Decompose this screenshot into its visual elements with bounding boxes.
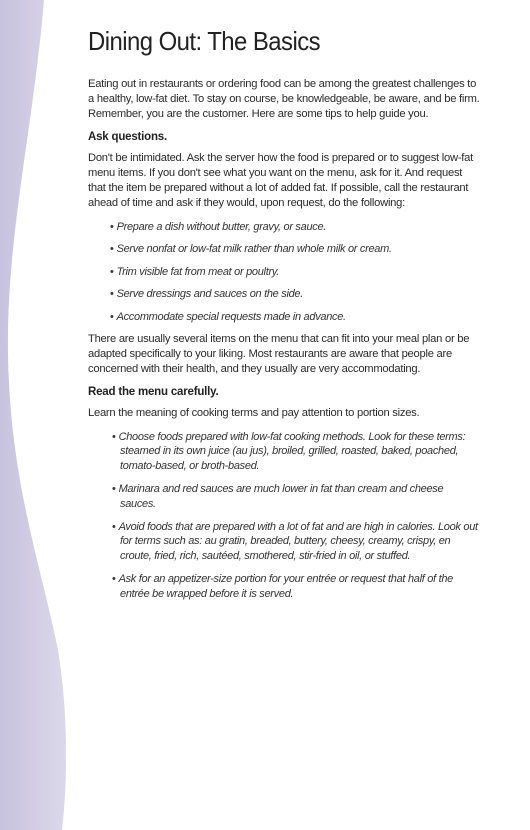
page-title: Dining Out: The Basics — [88, 26, 321, 56]
list-item — [110, 287, 480, 301]
list-item — [110, 310, 480, 324]
bullet-glyph: • — [112, 573, 116, 586]
list-item — [110, 242, 480, 256]
section-heading-ask-questions: Ask questions. — [88, 131, 167, 143]
list-item-text: Serve nonfat or low-fat milk rather than whole milk or cream. — [116, 243, 392, 256]
list-item-text: Serve dressings and sauces on the side. — [116, 288, 303, 301]
list-item-text: Trim visible fat from meat or poultry. — [116, 265, 279, 278]
article — [88, 26, 480, 610]
list-item-text: Choose foods prepared with low-fat cooking methods. Look for these terms: steamed in its own juice (au jus), broiled, grilled, roasted, baked, poached, tomato-based, or broth-based. — [118, 431, 466, 472]
bullet-glyph: • — [110, 265, 114, 278]
list-item — [112, 482, 480, 511]
bullet-glyph: • — [112, 521, 116, 534]
bullet-glyph: • — [110, 221, 114, 233]
list-item-text: Avoid foods that are prepared with a lot of fat and are high in calories. Look out for terms such as: au gratin, breaded, buttery, cheesy, creamy, crispy, en croute, fried, rich, sautéed, smothered, stir-fried in oil, or stuffed. — [118, 521, 478, 562]
section1-bullet-list — [88, 220, 480, 324]
list-item — [112, 572, 480, 601]
bullet-glyph: • — [110, 243, 114, 256]
section-heading-read-menu: Read the menu carefully. — [88, 386, 219, 399]
bullet-glyph: • — [112, 483, 116, 496]
list-item — [112, 520, 480, 563]
bullet-glyph: • — [112, 431, 116, 444]
list-item — [110, 220, 480, 234]
intro-paragraph: Eating out in restaurants or ordering food can be among the greatest challenges to a healthy, low-fat diet. To stay on course, be knowledgeable, be aware, and be firm. Remember, you are the customer. Here are some tips to help guide you. — [88, 78, 480, 120]
list-item-text: Ask for an appetizer-size portion for your entrée or request that half of the entrée be wrapped before it is served. — [118, 573, 453, 600]
bullet-glyph: • — [110, 310, 114, 323]
section1-closing-paragraph: There are usually several items on the menu that can fit into your meal plan or be adapted specifically to your liking. Most restaurants are aware that people are concerned with their health, and they usually are very accommodating. — [88, 333, 470, 376]
list-item-text: Prepare a dish without butter, gravy, or sauce. — [116, 221, 327, 233]
list-item — [112, 430, 480, 473]
list-item — [110, 265, 480, 279]
section1-paragraph: Don't be intimidated. Ask the server how the food is prepared or to suggest low-fat menu items. If you don't see what you want on the menu, ask for it. And request that the item be prepared without a lot of added fat. If possible, call the restaurant ahead of time and ask if they would, upon request, do the following: — [88, 152, 473, 209]
list-item-text: Accommodate special requests made in advance. — [116, 310, 346, 323]
section2-paragraph: Learn the meaning of cooking terms and pay attention to portion sizes. — [88, 407, 420, 420]
bullet-glyph: • — [110, 288, 114, 301]
list-item-text: Marinara and red sauces are much lower in fat than cream and cheese sauces. — [118, 483, 444, 510]
section2-bullet-list — [88, 430, 480, 601]
